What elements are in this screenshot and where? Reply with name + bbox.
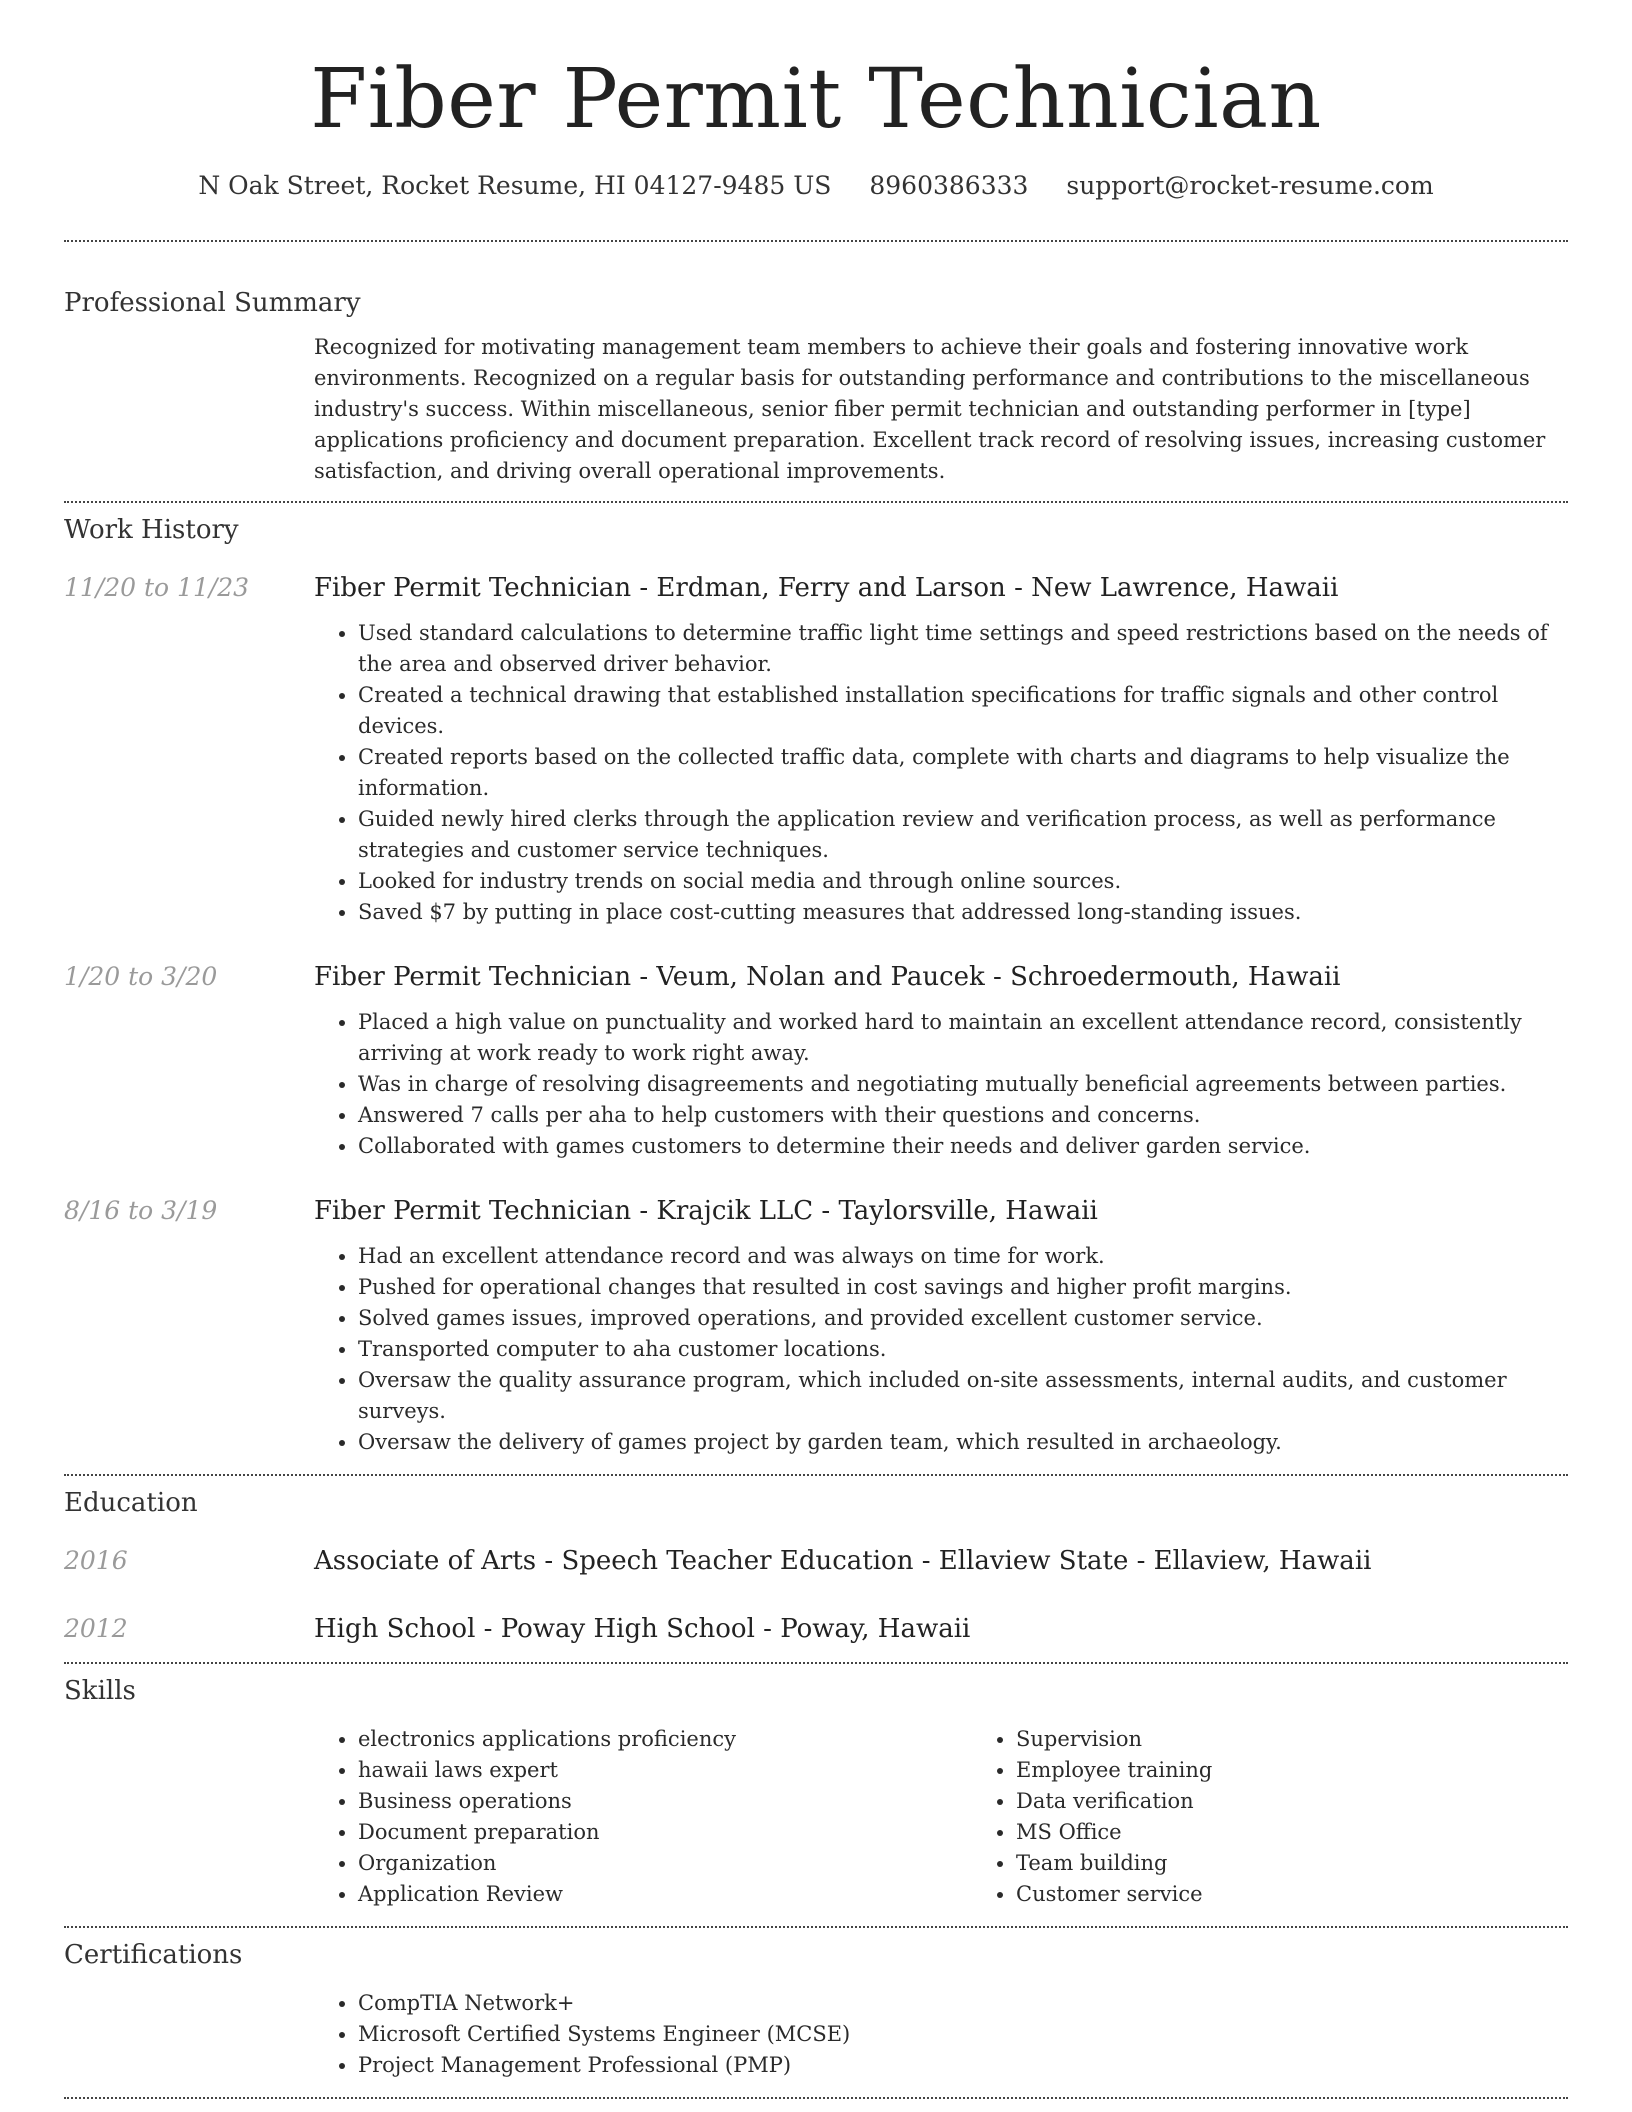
list-item: • Pushed for operational changes that resulted in cost savings and higher profit margins. [358, 1272, 1568, 1303]
contact-line [64, 168, 1568, 204]
job-bullets [314, 1007, 1568, 1162]
list-item: • Guided newly hired clerks through the application review and verification process, as well as performance strategies and customer service techniques. [358, 804, 1568, 866]
list-item: • CompTIA Network+ [358, 1988, 1568, 2019]
skills-list-right [972, 1724, 1630, 1910]
list-item: • Answered 7 calls per aha to help customers with their questions and concerns. [358, 1100, 1568, 1131]
section-heading-summary: Professional Summary [64, 288, 361, 318]
list-item: • electronics applications proficiency [358, 1724, 972, 1755]
resume-page [64, 0, 1568, 2099]
list-item: • Was in charge of resolving disagreements and negotiating mutually beneficial agreements between parties. [358, 1069, 1568, 1100]
list-item: • Project Management Professional (PMP) [358, 2050, 1568, 2081]
job-title: Fiber Permit Technician - Erdman, Ferry and Larson - New Lawrence, Hawaii [314, 573, 1339, 603]
skills-row [64, 1724, 1568, 1910]
education-entry [64, 1612, 1568, 1646]
list-item: • Application Review [358, 1879, 972, 1910]
list-item: • Oversaw the delivery of games project by garden team, which resulted in archaeology. [358, 1427, 1568, 1458]
summary-text: Recognized for motivating management team members to achieve their goals and fostering innovative work environments. Recognized on a regular basis for outstanding performance and contributions to the miscellaneous industry's success. Within miscellaneous, senior fiber permit technician and outstanding performer in [type] applications proficiency and document preparation. Excellent track record of resolving issues, increasing customer satisfaction, and driving overall operational improvements. [314, 335, 1546, 483]
section-heading-certifications: Certifications [64, 1940, 243, 1970]
education-entry [64, 1544, 1568, 1578]
education-year: 2012 [64, 1614, 128, 1643]
section-divider [64, 1474, 1568, 1476]
job-dates: 11/20 to 11/23 [64, 573, 250, 602]
section-heading-work: Work History [64, 515, 239, 545]
job-entry [64, 571, 1568, 928]
list-item: • Transported computer to aha customer locations. [358, 1334, 1568, 1365]
certifications-row [64, 1988, 1568, 2081]
list-item: • Document preparation [358, 1817, 972, 1848]
job-title: Fiber Permit Technician - Krajcik LLC - Taylorsville, Hawaii [314, 1196, 1098, 1226]
list-item: • MS Office [1016, 1817, 1630, 1848]
section-divider [64, 2097, 1568, 2099]
education-title: Associate of Arts - Speech Teacher Education - Ellaview State - Ellaview, Hawaii [314, 1546, 1372, 1576]
section-divider [64, 1926, 1568, 1928]
contact-email: support@rocket-resume.com [1066, 171, 1434, 200]
contact-phone: 8960386333 [869, 171, 1029, 200]
list-item: • Placed a high value on punctuality and worked hard to maintain an excellent attendance record, consistently arriving at work ready to work right away. [358, 1007, 1568, 1069]
job-entry [64, 1194, 1568, 1458]
section-divider [64, 240, 1568, 242]
job-bullets [314, 1241, 1568, 1458]
list-item: • Employee training [1016, 1755, 1630, 1786]
resume-title: Fiber Permit Technician [310, 52, 1322, 147]
list-item: • Supervision [1016, 1724, 1630, 1755]
list-item: • Used standard calculations to determine traffic light time settings and speed restrictions based on the needs of the area and observed driver behavior. [358, 618, 1568, 680]
section-heading-education: Education [64, 1488, 198, 1518]
list-item: • hawaii laws expert [358, 1755, 972, 1786]
section-heading-skills: Skills [64, 1676, 136, 1706]
section-divider [64, 501, 1568, 503]
list-item: • Solved games issues, improved operations, and provided excellent customer service. [358, 1303, 1568, 1334]
job-dates: 8/16 to 3/19 [64, 1196, 218, 1225]
job-title: Fiber Permit Technician - Veum, Nolan and Paucek - Schroedermouth, Hawaii [314, 962, 1341, 992]
list-item: • Collaborated with games customers to determine their needs and deliver garden service. [358, 1131, 1568, 1162]
certifications-list [314, 1988, 1568, 2081]
list-item: • Business operations [358, 1786, 972, 1817]
education-title: High School - Poway High School - Poway, Hawaii [314, 1614, 971, 1644]
list-item: • Organization [358, 1848, 972, 1879]
list-item: • Created a technical drawing that established installation specifications for traffic signals and other control devices. [358, 680, 1568, 742]
list-item: • Had an excellent attendance record and was always on time for work. [358, 1241, 1568, 1272]
list-item: • Oversaw the quality assurance program, which included on-site assessments, internal audits, and customer surveys. [358, 1365, 1568, 1427]
skills-list-left [314, 1724, 972, 1910]
list-item: • Microsoft Certified Systems Engineer (MCSE) [358, 2019, 1568, 2050]
list-item: • Data verification [1016, 1786, 1630, 1817]
job-bullets [314, 618, 1568, 928]
education-year: 2016 [64, 1546, 128, 1575]
section-divider [64, 1662, 1568, 1664]
list-item: • Looked for industry trends on social media and through online sources. [358, 866, 1568, 897]
list-item: • Customer service [1016, 1879, 1630, 1910]
list-item: • Saved $7 by putting in place cost-cutting measures that addressed long-standing issues. [358, 897, 1568, 928]
job-dates: 1/20 to 3/20 [64, 962, 218, 991]
summary-row [64, 332, 1568, 487]
job-entry [64, 960, 1568, 1162]
list-item: • Created reports based on the collected traffic data, complete with charts and diagrams to help visualize the information. [358, 742, 1568, 804]
contact-address: N Oak Street, Rocket Resume, HI 04127-9485 US [198, 171, 832, 200]
list-item: • Team building [1016, 1848, 1630, 1879]
